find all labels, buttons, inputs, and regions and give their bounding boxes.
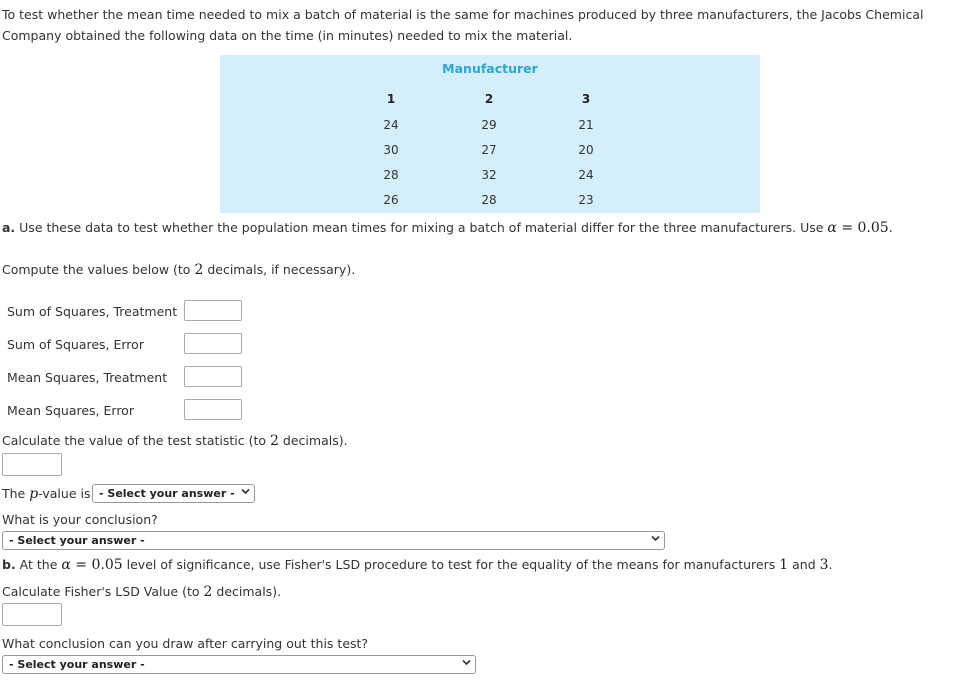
test-stat-decimals: 2 [270, 433, 279, 449]
test-statistic-instructions [2, 433, 348, 449]
part-a-label: a. [2, 220, 16, 235]
compute-instructions [2, 262, 355, 278]
part-a-question [2, 220, 893, 236]
p-value-prefix: The [2, 486, 30, 501]
table-cell: 27 [481, 143, 497, 157]
compute-end: decimals, if necessary). [203, 262, 356, 277]
part-b-question [2, 557, 833, 573]
p-value-suffix: -value is [38, 486, 91, 501]
ss-treatment-input[interactable] [184, 300, 242, 321]
part-a-text: Use these data to test whether the population mean times for mixing a batch of material differ for the three manufacturers. Use [15, 220, 828, 235]
alpha-value: = 0.05 [70, 557, 123, 573]
lsd-decimals: 2 [203, 584, 213, 600]
p-value-select[interactable] [92, 484, 255, 503]
table-cell: 24 [578, 168, 594, 182]
lsd-end: decimals). [212, 584, 282, 599]
chevron-down-icon [651, 535, 658, 542]
lsd-text: Calculate Fisher's LSD Value (to [2, 584, 204, 599]
chevron-down-icon [241, 488, 248, 495]
table-cell: 21 [578, 118, 594, 132]
alpha-symbol: α [61, 557, 71, 573]
lsd-input[interactable] [2, 603, 62, 626]
part-b-label: b. [2, 557, 16, 572]
lsd-instructions [2, 584, 281, 600]
part-b-text: At the [15, 557, 62, 572]
part-b-text-2: level of significance, use Fisher's LSD procedure to test for the equality of the means for manufacturers [122, 557, 780, 572]
test-stat-end: decimals). [278, 433, 348, 448]
table-cell: 23 [578, 193, 594, 207]
p-value-label [2, 486, 90, 502]
conclusion-select[interactable] [2, 531, 665, 550]
lsd-conclusion-select[interactable] [2, 655, 476, 674]
manufacturer-1: 1 [779, 557, 789, 573]
data-table [220, 55, 760, 213]
column-header-3: 3 [581, 92, 591, 106]
table-cell: 28 [481, 193, 497, 207]
ms-error-label: Mean Squares, Error [7, 403, 134, 418]
table-cell: 29 [481, 118, 497, 132]
part-a-end: . [888, 220, 893, 235]
compute-decimals: 2 [194, 262, 204, 278]
test-statistic-input[interactable] [2, 453, 62, 476]
p-value-select-text: - Select your answer - [99, 487, 235, 500]
compute-text: Compute the values below (to [2, 262, 195, 277]
p-symbol: p [29, 486, 39, 502]
lsd-conclusion-question: What conclusion can you draw after carrying out this test? [2, 636, 369, 651]
table-cell: 24 [383, 118, 399, 132]
table-cell: 32 [481, 168, 497, 182]
problem-intro: To test whether the mean time needed to mix a batch of material is the same for machines produced by three manufacturers, the Jacobs Chemical Company obtained the following data on the time (in minutes) needed to mix the material. [2, 7, 924, 43]
manufacturer-3: 3 [819, 557, 829, 573]
conclusion-question: What is your conclusion? [2, 512, 158, 527]
column-header-2: 2 [484, 92, 494, 106]
ss-error-input[interactable] [184, 333, 242, 354]
part-b-and: and [788, 557, 820, 572]
chevron-down-icon [462, 659, 469, 666]
ss-treatment-label: Sum of Squares, Treatment [7, 304, 178, 319]
ss-error-label: Sum of Squares, Error [7, 337, 144, 352]
lsd-conclusion-select-text: - Select your answer - [9, 658, 145, 671]
alpha-value: = 0.05 [836, 220, 889, 236]
table-cell: 20 [578, 143, 594, 157]
table-cell: 28 [383, 168, 399, 182]
alpha-symbol: α [827, 220, 837, 236]
table-cell: 30 [383, 143, 399, 157]
conclusion-select-text: - Select your answer - [9, 534, 145, 547]
column-header-1: 1 [386, 92, 396, 106]
ms-treatment-input[interactable] [184, 366, 242, 387]
test-stat-text: Calculate the value of the test statistic (to [2, 433, 271, 448]
table-title: Manufacturer [442, 61, 538, 76]
ms-treatment-label: Mean Squares, Treatment [7, 370, 168, 385]
ms-error-input[interactable] [184, 399, 242, 420]
table-cell: 26 [383, 193, 399, 207]
part-b-end: . [828, 557, 833, 572]
